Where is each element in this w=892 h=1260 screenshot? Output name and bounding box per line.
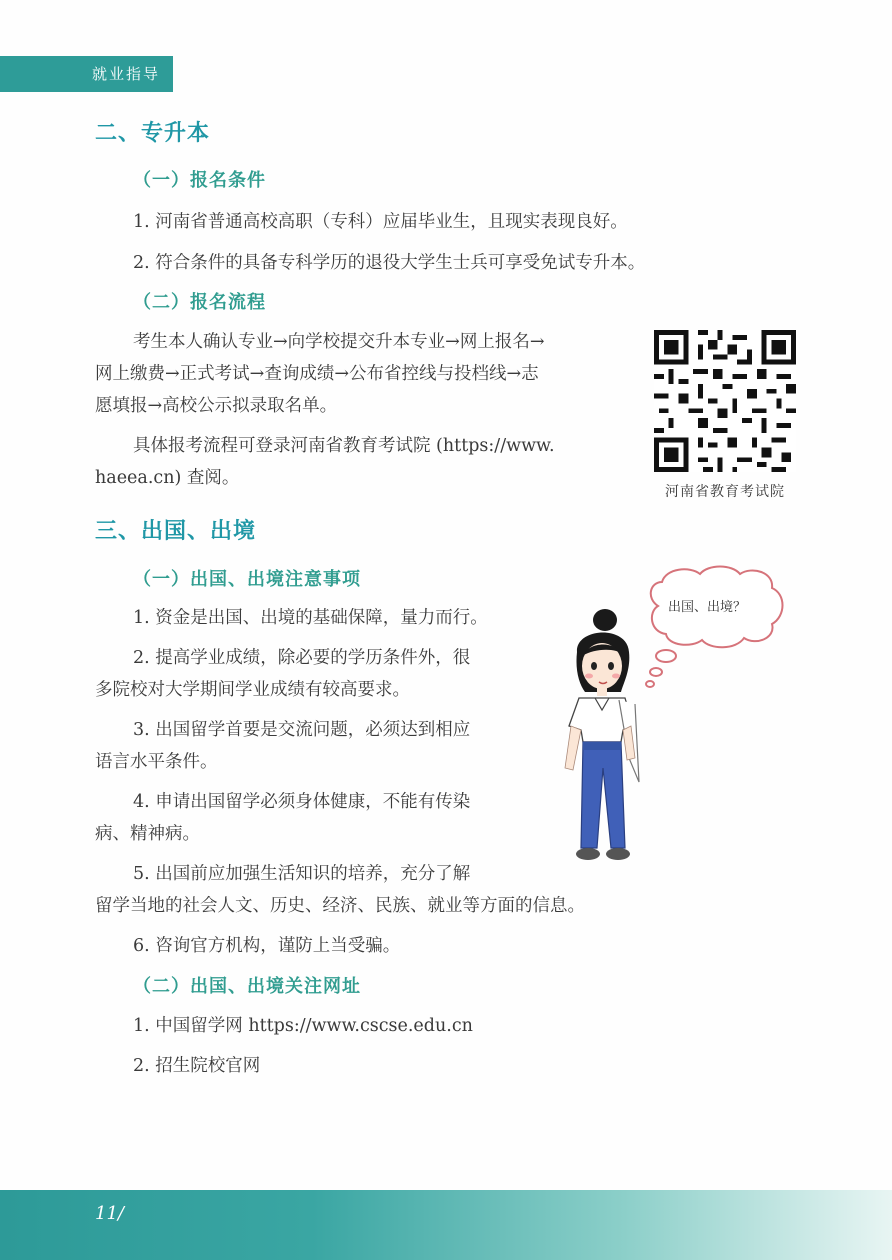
- note-line-8: 5. 出国前应加强生活知识的培养，充分了解: [133, 864, 471, 884]
- subsection-title-notes: （一）出国、出境注意事项: [133, 569, 361, 590]
- note-line-10: 6. 咨询官方机构，谨防上当受骗。: [133, 936, 401, 956]
- condition-item-1: 1. 河南省普通高校高职（专科）应届毕业生，且现实表现良好。: [133, 212, 628, 232]
- process-detail-line-2: haeea.cn) 查阅。: [95, 468, 240, 488]
- process-detail-line-1: 具体报考流程可登录河南省教育考试院 (https://www.: [133, 436, 555, 456]
- website-item-2: 2. 招生院校官网: [133, 1056, 261, 1076]
- subsection-title-websites: （二）出国、出境关注网址: [133, 976, 361, 997]
- bubble-text: 出国、出境？: [668, 600, 747, 615]
- girl-illustration-icon: [555, 608, 647, 870]
- section-tab: 就业指导: [0, 56, 173, 92]
- website-item-1: 1. 中国留学网 https://www.cscse.edu.cn: [133, 1016, 473, 1036]
- process-line-2: 网上缴费→正式考试→查询成绩→公布省控线与投档线→志: [95, 364, 539, 384]
- subsection-title-conditions: （一）报名条件: [133, 170, 266, 191]
- subsection-title-process: （二）报名流程: [133, 292, 266, 313]
- thought-bubble-icon: [640, 562, 788, 692]
- note-line-6: 4. 申请出国留学必须身体健康，不能有传染: [133, 792, 471, 812]
- section-title-abroad: 三、出国、出境: [95, 519, 257, 544]
- section-title-upgrade: 二、专升本: [95, 121, 211, 146]
- note-line-7: 病、精神病。: [95, 824, 200, 844]
- footer-band: [0, 1190, 892, 1260]
- note-line-5: 语言水平条件。: [95, 752, 218, 772]
- process-line-1: 考生本人确认专业→向学校提交升本专业→网上报名→: [133, 332, 545, 352]
- qr-caption: 河南省教育考试院: [665, 484, 785, 500]
- process-line-3: 愿填报→高校公示拟录取名单。: [95, 396, 338, 416]
- note-line-9: 留学当地的社会人文、历史、经济、民族、就业等方面的信息。: [95, 896, 585, 916]
- note-line-4: 3. 出国留学首要是交流问题，必须达到相应: [133, 720, 471, 740]
- note-line-3: 多院校对大学期间学业成绩有较高要求。: [95, 680, 410, 700]
- condition-item-2: 2. 符合条件的具备专科学历的退役大学生士兵可享受免试专升本。: [133, 253, 646, 273]
- qr-code[interactable]: [654, 330, 796, 472]
- note-line-2: 2. 提高学业成绩，除必要的学历条件外，很: [133, 648, 471, 668]
- note-line-1: 1. 资金是出国、出境的基础保障，量力而行。: [133, 608, 488, 628]
- page-number: 11/: [95, 1203, 124, 1224]
